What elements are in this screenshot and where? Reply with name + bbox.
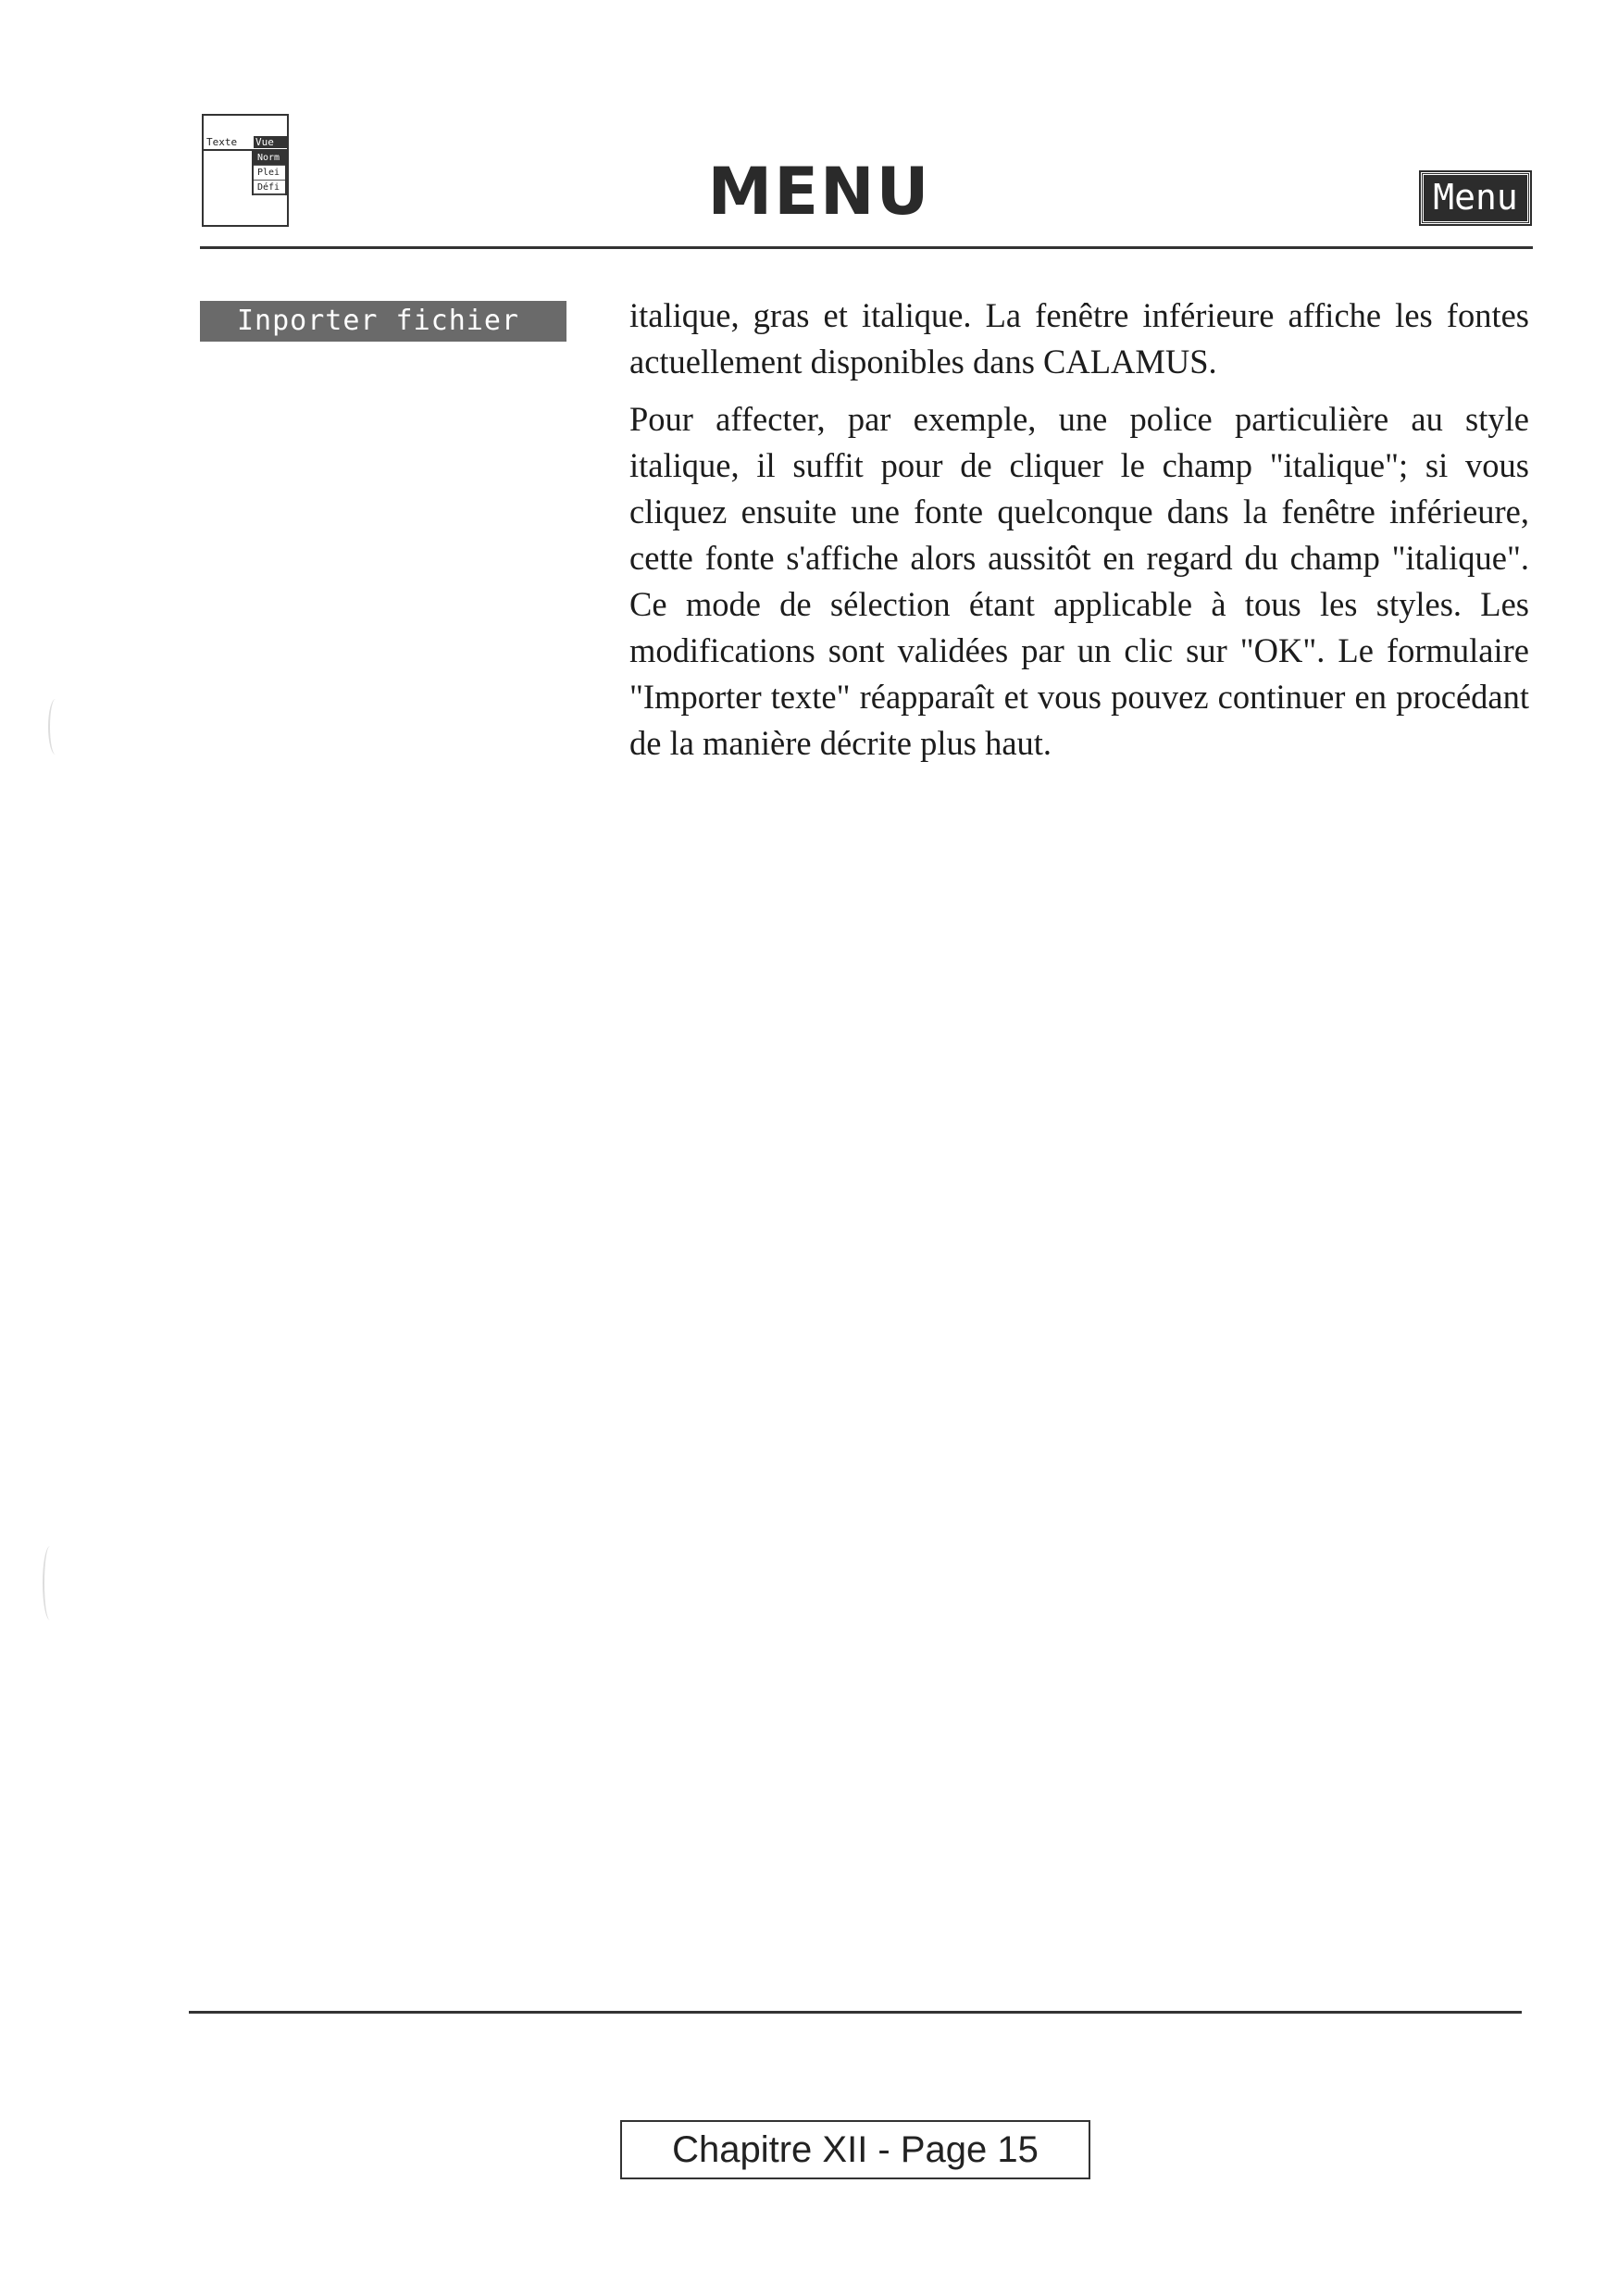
body-paragraph: Pour affecter, par exemple, une police particulière au style italique, il suffit pour de cliquer le champ "italique"; si vous cliquez ensuite une fonte quelconque dans la fenêtre inférieure, cette fonte s'affiche alors aussitôt en regard du champ "italique". Ce mode de sélection étant applicable à tous les styles. Les modifications sont validées par un clic sur "OK". Le formulaire "Importer texte" réapparaît et vous pouvez continuer en procédant de la manière décrite plus haut.: [629, 400, 1529, 762]
body-paragraph: italique, gras et italique. La fenêtre inférieure affiche les fontes actuellement disponibles dans CALAMUS.: [629, 296, 1529, 381]
menu-badge: Menu: [1421, 172, 1530, 224]
scan-artifact: [48, 699, 63, 755]
menu-icon-texte-label: Texte: [206, 136, 238, 148]
menu-icon-dropdown: [252, 149, 287, 195]
menu-icon-vue-label: Vue: [254, 136, 287, 148]
menu-illustration-icon: [202, 114, 289, 227]
footer-divider: [189, 2011, 1522, 2014]
page-title: MENU: [707, 154, 931, 230]
page-number-box: Chapitre XII - Page 15: [620, 2120, 1090, 2179]
header-divider: [200, 246, 1533, 249]
menu-icon-option: Norm: [254, 151, 285, 166]
section-label: Inporter fichier: [200, 301, 566, 342]
scan-artifact: [43, 1546, 57, 1620]
menu-icon-option: Défi: [254, 181, 285, 195]
menu-icon-option: Plei: [254, 166, 285, 181]
body-text: [629, 293, 1529, 778]
